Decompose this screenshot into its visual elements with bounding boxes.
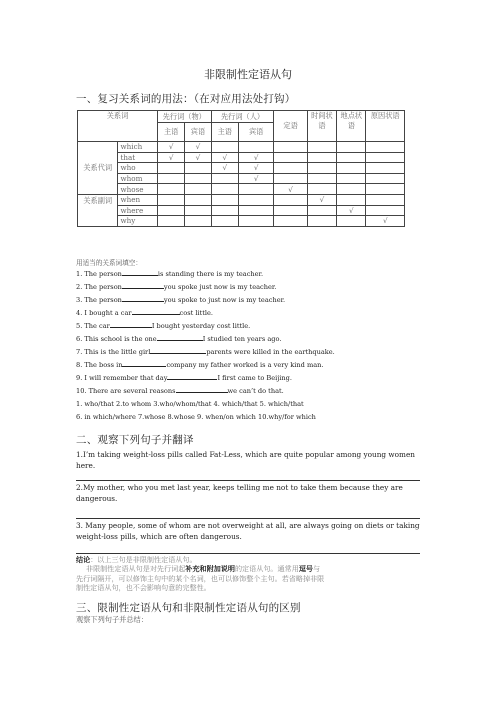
header-thing-subject: 主语 <box>157 122 184 141</box>
sentence-1: 1.I’m taking weight-loss pills called Fat-Less, which are quite popular among young women here. <box>76 450 415 470</box>
table-cell <box>185 205 211 216</box>
table-cell <box>238 216 273 227</box>
section-2-heading: 二、观察下列句子并翻译 <box>76 434 194 446</box>
fill-intro: 用适当的关系词填空： <box>76 259 142 267</box>
table-cell <box>307 152 336 163</box>
exercise-9 <box>76 373 292 382</box>
header-person-object: 宾语 <box>238 122 273 141</box>
table-cell <box>307 163 336 174</box>
table-cell: √ <box>366 216 405 227</box>
conclusion-text: ：以上三句是非限制性定语从句。 <box>90 555 197 564</box>
table-cell <box>211 173 238 184</box>
table-cell <box>337 216 366 227</box>
conclusion-text: 的定语从句。通常用 <box>234 564 299 574</box>
header-antecedent-thing: 先行词（物） <box>157 111 211 123</box>
group-pronoun-label: 关系代词 <box>78 142 118 195</box>
table-cell: √ <box>157 142 184 153</box>
sentence-2: 2.My mother, who you met last year, keeps telling me not to take them because they are dangerous. <box>76 483 403 503</box>
table-cell <box>185 184 211 195</box>
answer-blank[interactable] <box>122 360 166 367</box>
exercise-text: 5. The car <box>76 322 110 330</box>
table-cell <box>274 194 307 205</box>
table-cell: √ <box>238 152 273 163</box>
table-cell <box>211 216 238 227</box>
relword-that: that <box>118 152 157 163</box>
exercise-text: 7. This is the little girl <box>76 348 151 356</box>
exercise-text: company my father worked is a very kind man. <box>166 361 324 369</box>
exercise-text: I first came to Beijing. <box>217 374 292 382</box>
table-cell <box>238 142 273 153</box>
page-title: 非限制性定语从句 <box>204 68 292 81</box>
table-cell <box>211 142 238 153</box>
conclusion-emphasis: 补充和附加说明 <box>185 564 235 574</box>
exercise-text: you spoke to just now is my teacher. <box>163 296 286 304</box>
header-reason: 原因状语 <box>366 111 405 142</box>
table-cell <box>157 184 184 195</box>
table-cell <box>366 173 405 184</box>
relword-who: who <box>118 163 157 174</box>
table-cell: √ <box>185 142 211 153</box>
table-cell: √ <box>185 152 211 163</box>
exercise-6 <box>76 334 281 343</box>
answer-blank[interactable] <box>176 386 228 393</box>
exercise-10 <box>76 386 284 395</box>
table-cell <box>157 194 184 205</box>
table-cell <box>337 142 366 153</box>
header-person-subject: 主语 <box>211 122 238 141</box>
header-time: 时间状语 <box>307 111 336 142</box>
table-cell <box>337 152 366 163</box>
exercise-text: 9. I will remember that day <box>76 374 168 382</box>
exercise-5 <box>76 321 250 330</box>
exercise-text: 10. There are several reasons <box>76 387 176 395</box>
table-cell <box>157 205 184 216</box>
table-cell <box>211 184 238 195</box>
translation-line-2[interactable] <box>76 518 420 519</box>
exercise-text: parents were killed in the earthquake. <box>206 348 335 356</box>
table-cell <box>366 205 405 216</box>
table-cell: √ <box>238 173 273 184</box>
conclusion-label: 结论 <box>76 555 91 564</box>
header-antecedent-person: 先行词（人） <box>211 111 274 123</box>
table-cell <box>211 205 238 216</box>
conclusion-text: 与 <box>313 564 321 574</box>
exercise-text: 1. The person <box>76 270 122 278</box>
table-cell <box>157 173 184 184</box>
table-cell <box>185 216 211 227</box>
exercise-text: you spoke just now is my teacher. <box>163 283 277 291</box>
table-cell: √ <box>307 194 336 205</box>
table-cell <box>238 194 273 205</box>
table-cell <box>337 184 366 195</box>
translation-line-1[interactable] <box>76 480 420 481</box>
exercise-text: 2. The person <box>76 283 122 291</box>
table-cell: √ <box>211 163 238 174</box>
conclusion-emphasis: 逗号 <box>298 564 313 574</box>
exercise-7 <box>76 347 335 356</box>
table-cell <box>307 142 336 153</box>
table-cell <box>274 142 307 153</box>
answer-blank[interactable] <box>122 295 164 302</box>
relword-why: why <box>118 216 157 227</box>
table-cell <box>366 163 405 174</box>
answers-line-2: 6. in which/where 7.whose 8.whose 9. when/on which 10.why/for which <box>76 413 316 421</box>
table-cell <box>211 194 238 205</box>
conclusion-text: 先行词隔开，可以修饰主句中的某个名词，也可以修饰整个主句。若省略掉非限 <box>76 573 325 583</box>
answer-blank[interactable] <box>157 334 203 341</box>
relword-whose: whose <box>118 184 157 195</box>
relword-whom: whom <box>118 173 157 184</box>
table-cell: √ <box>238 163 273 174</box>
header-relword: 关系词 <box>78 111 158 142</box>
exercise-text: 4. I bought a car <box>76 309 132 317</box>
table-cell <box>238 205 273 216</box>
exercise-text: cost little. <box>179 309 213 317</box>
exercise-text: 3. The person <box>76 296 122 304</box>
exercise-text: is standing there is my teacher. <box>157 270 264 278</box>
translation-line-3[interactable] <box>76 553 420 554</box>
table-cell <box>274 205 307 216</box>
table-cell <box>307 184 336 195</box>
table-cell <box>238 184 273 195</box>
table-cell <box>185 163 211 174</box>
table-cell: √ <box>157 152 184 163</box>
exercise-text: I bought yesterday cost little. <box>151 322 251 330</box>
conclusion-block <box>76 555 422 593</box>
answer-blank[interactable] <box>122 282 164 289</box>
table-cell <box>274 216 307 227</box>
answer-blank[interactable] <box>122 269 158 276</box>
table-cell <box>157 163 184 174</box>
conclusion-text: 制性定语从句，也不会影响句意的完整性。 <box>76 583 211 593</box>
conclusion-text: 非限制性定语从句是对先行词起 <box>86 564 186 574</box>
table-cell <box>337 173 366 184</box>
table-cell <box>185 194 211 205</box>
table-cell <box>307 173 336 184</box>
exercise-2 <box>76 282 276 291</box>
exercise-3 <box>76 295 285 304</box>
table-cell: √ <box>274 184 307 195</box>
table-cell <box>307 216 336 227</box>
table-cell: √ <box>337 205 366 216</box>
header-attributive: 定语 <box>274 111 307 142</box>
answer-blank[interactable] <box>150 347 206 354</box>
table-cell <box>366 184 405 195</box>
table-cell <box>307 205 336 216</box>
table-cell <box>185 173 211 184</box>
exercise-text: 8. The boss in <box>76 361 123 369</box>
exercise-text: 6. This school is the one <box>76 335 157 343</box>
table-cell <box>337 163 366 174</box>
relative-word-table <box>77 110 405 227</box>
answer-blank[interactable] <box>167 373 217 380</box>
exercise-1 <box>76 269 263 278</box>
exercise-text: we can’t do that. <box>227 387 284 395</box>
relword-which: which <box>118 142 157 153</box>
table-cell <box>274 173 307 184</box>
section-3-heading: 三、限制性定语从句和非限制性定语从句的区别 <box>76 602 301 614</box>
header-thing-object: 宾语 <box>185 122 211 141</box>
header-place: 地点状语 <box>337 111 366 142</box>
relword-where: where <box>118 205 157 216</box>
table-cell <box>366 142 405 153</box>
table-cell: √ <box>211 152 238 163</box>
group-adverb-label: 关系副词 <box>78 194 118 226</box>
exercise-8 <box>76 360 323 369</box>
table-cell <box>274 152 307 163</box>
exercise-4 <box>76 308 213 317</box>
exercise-text: I studied ten years ago. <box>202 335 282 343</box>
table-cell <box>366 152 405 163</box>
sentence-3: 3. Many people, some of whom are not overweight at all, are always going on diets or taking weight-loss pills, which are often dangerous. <box>76 521 420 541</box>
relword-when: when <box>118 194 157 205</box>
table-cell <box>337 194 366 205</box>
table-cell <box>366 194 405 205</box>
answers-line-1: 1. who/that 2.to whom 3.who/whom/that 4. which/that 5. which/that <box>76 400 304 408</box>
table-cell <box>274 163 307 174</box>
observe-instruction: 观察下列句子并总结： <box>76 615 148 624</box>
answer-blank[interactable] <box>132 308 180 315</box>
section-1-heading: 一、复习关系词的用法：（在对应用法处打钩） <box>76 93 296 105</box>
answer-blank[interactable] <box>110 321 152 328</box>
table-cell <box>157 216 184 227</box>
